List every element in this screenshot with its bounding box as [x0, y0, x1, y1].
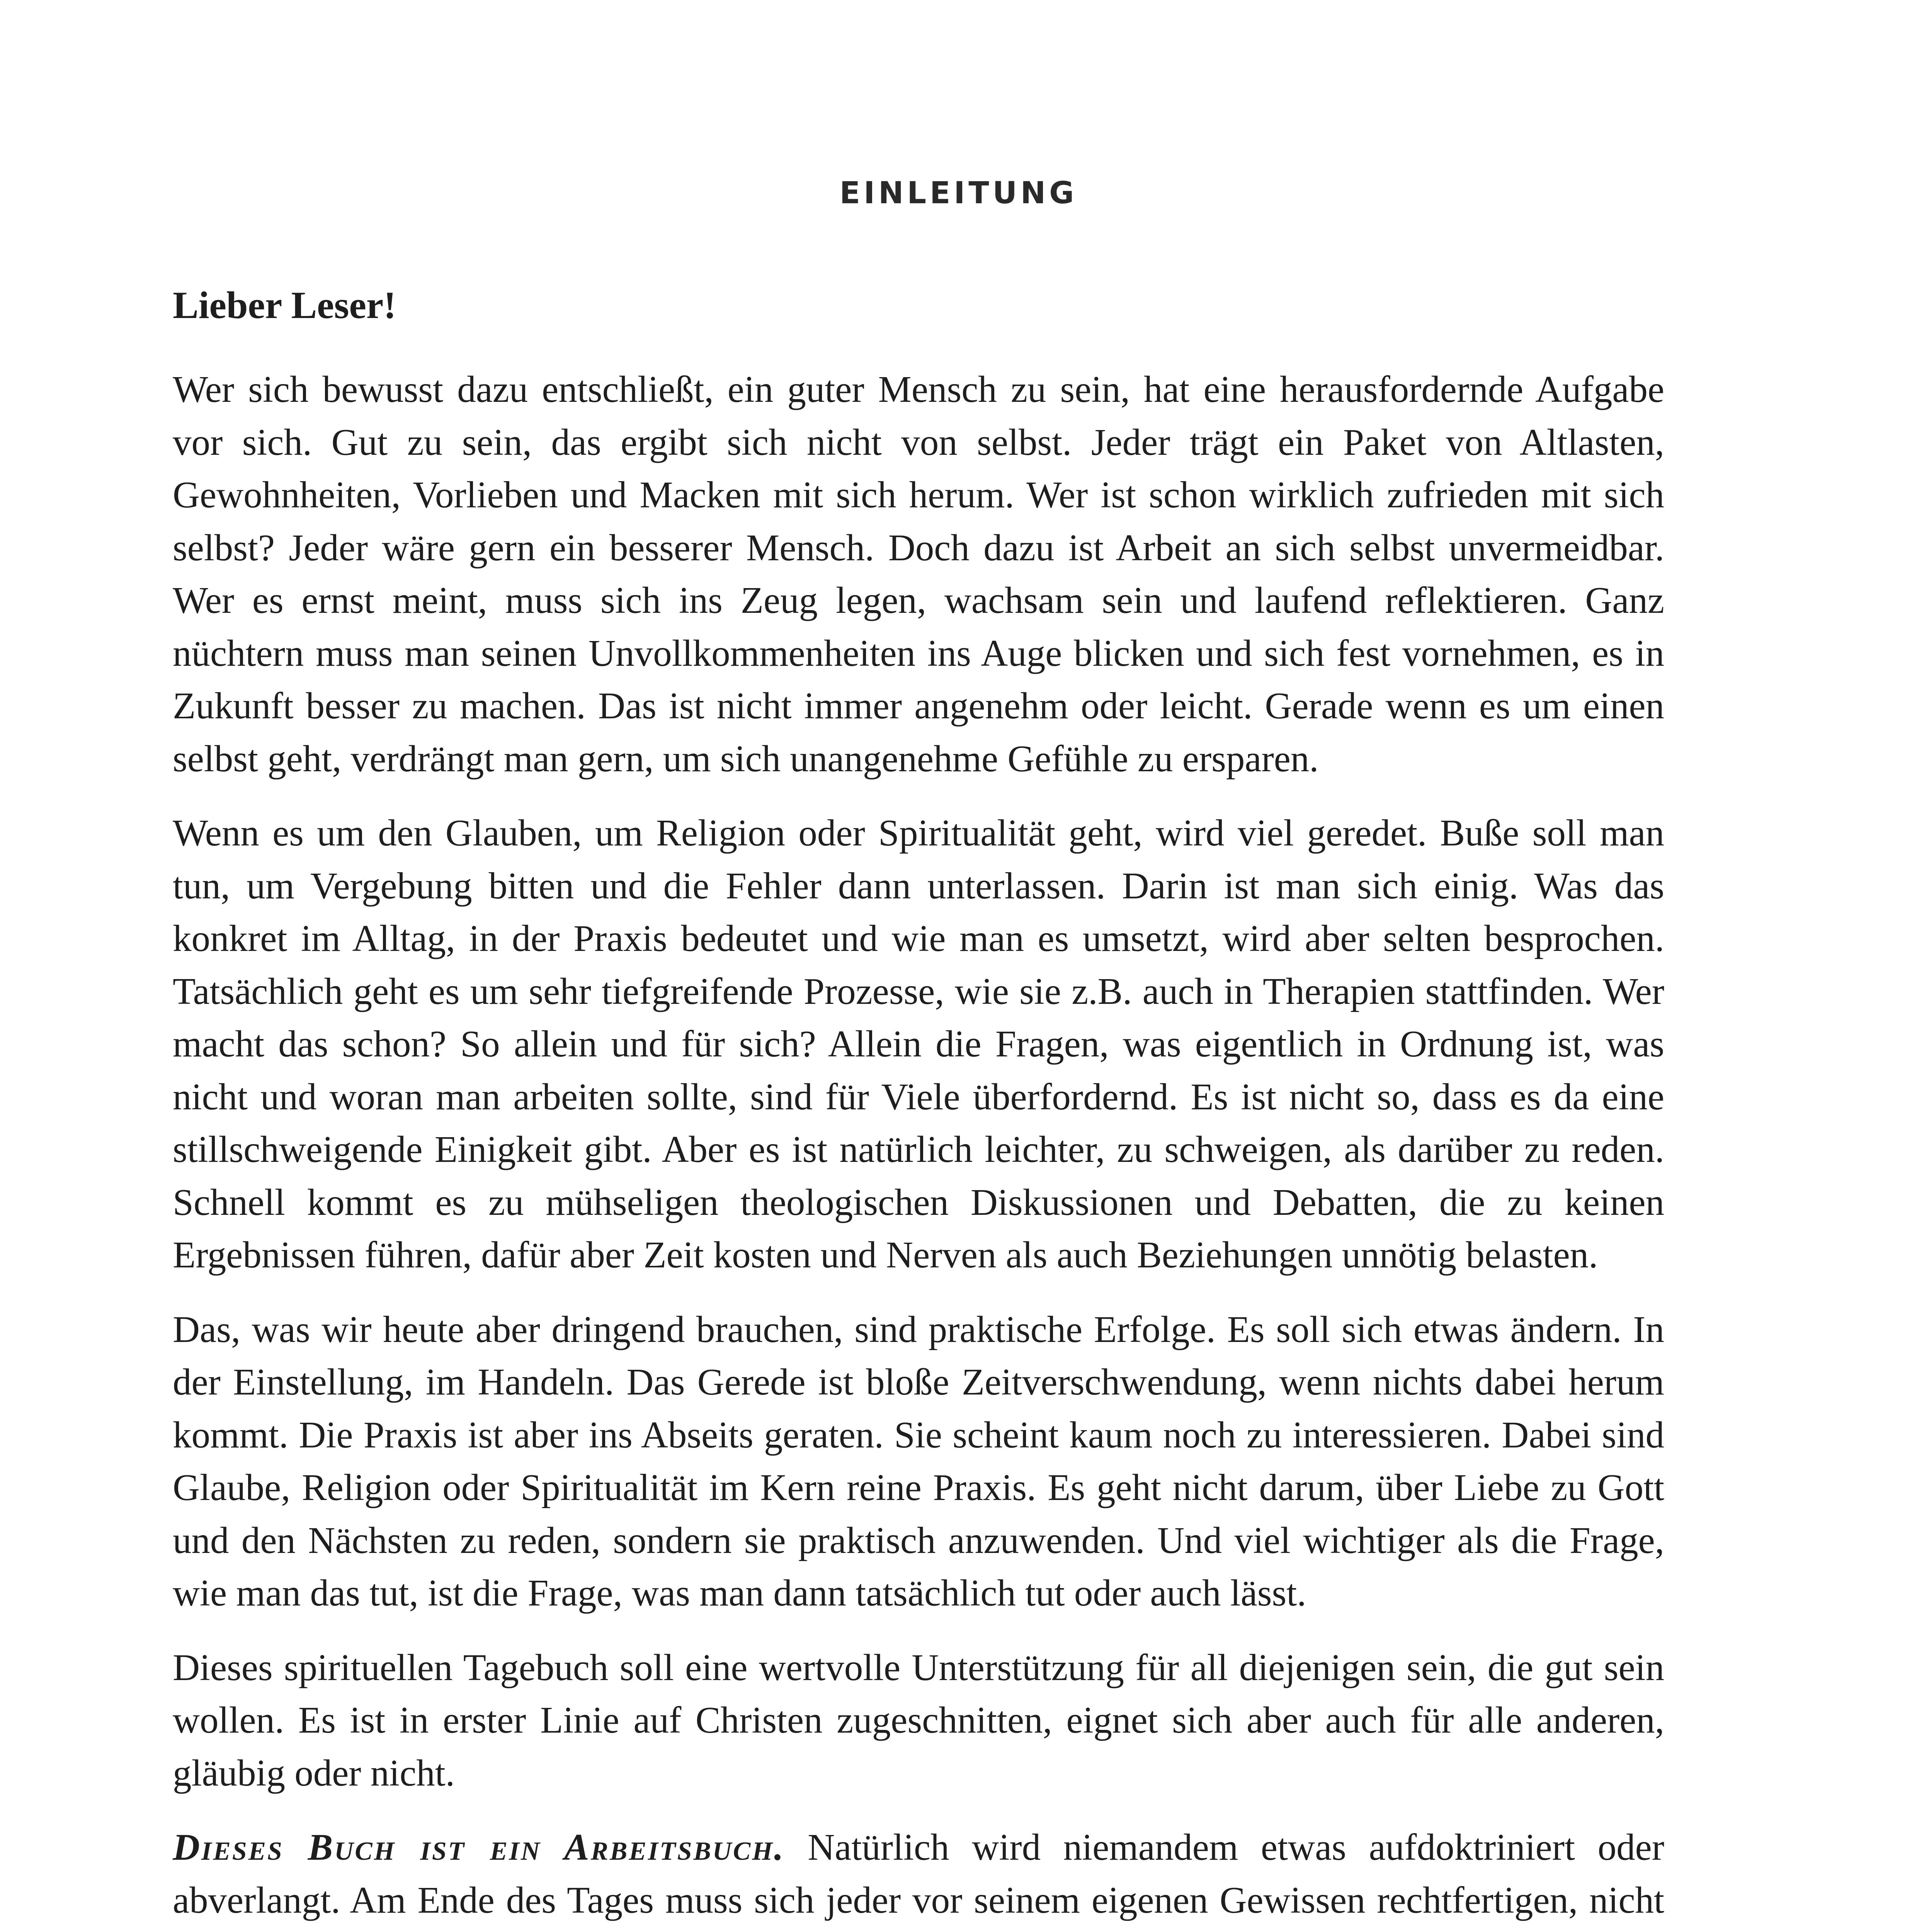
chapter-heading: EINLEITUNG [839, 176, 1078, 211]
paragraph-3: Das, was wir heute aber dringend brauchen, sind praktische Erfolge. Es soll sich etwas ändern. In der Einstellung, im Handeln. Das Gerede ist bloße Zeitverschwendung, wenn nichts dabei herum kommt. Die Praxis ist aber ins Abseits geraten. Sie scheint kaum noch zu interessieren. Dabei sind Glaube, Religion oder Spiritualität im Kern reine Praxis. Es geht nicht darum, über Liebe zu Gott und den Nächsten zu reden, sondern sie praktisch anzuwenden. Und viel wichtiger als die Frage, wie man das tut, ist die Frage, was man dann tatsächlich tut oder auch lässt. [173, 1308, 1664, 1614]
paragraph-5 [173, 1821, 1664, 1932]
greeting: Lieber Leser! [173, 284, 396, 327]
paragraph-4: Dieses spirituellen Tagebuch soll eine wertvolle Unterstützung für all diejenigen sein, die gut sein wollen. Es ist in erster Linie auf Christen zugeschnitten, eignet sich aber auch für alle anderen, gläubig oder nicht. [173, 1646, 1664, 1794]
emphasis-rest: Natürlich wird niemandem etwas aufdoktriniert oder abverlangt. Am Ende des Tages muss sich jeder vor seinem eigenen Gewissen rechtfertigen, nicht [173, 1827, 1665, 1921]
page-content [173, 278, 1664, 1932]
paragraph-1: Wer sich bewusst dazu entschließt, ein guter Mensch zu sein, hat eine herausfordernde Aufgabe vor sich. Gut zu sein, das ergibt sich nicht von selbst. Jeder trägt ein Paket von Altlasten, Gewohnheiten, Vorlieben und Macken mit sich herum. Wer ist schon wirklich zufrieden mit sich selbst? Jeder wäre gern ein besserer Mensch. Doch dazu ist Arbeit an sich selbst unvermeidbar. Wer es ernst meint, muss sich ins Zeug legen, wachsam sein und laufend reflektieren. Ganz nüchtern muss man seinen Unvollkommenheiten ins Auge blicken und sich fest vornehmen, es in Zukunft besser zu machen. Das ist nicht immer angenehm oder leicht. Gerade wenn es um einen selbst geht, verdrängt man gern, um sich unangenehme Gefühle zu ersparen. [173, 369, 1664, 779]
emphasis-lead: Dieses Buch ist ein Arbeitsbuch. [173, 1827, 785, 1868]
paragraph-2: Wenn es um den Glauben, um Religion oder Spiritualität geht, wird viel geredet. Buße soll man tun, um Vergebung bitten und die Fehler dann unterlassen. Darin ist man sich einig. Was das konkret im Alltag, in der Praxis bedeutet und wie man es umsetzt, wird aber selten besprochen. Tatsächlich geht es um sehr tiefgreifende Prozesse, wie sie z.B. auch in Therapien stattfinden. Wer macht das schon? So allein und für sich? Allein die Fragen, was eigentlich in Ordnung ist, was nicht und woran man arbeiten sollte, sind für Viele überfordernd. Es ist nicht so, dass es da eine stillschweigende Einigkeit gibt. Aber es ist natürlich leichter, zu schweigen, als darüber zu reden. Schnell kommt es zu mühseligen theologischen Diskussionen und Debatten, die zu keinen Ergebnissen führen, dafür aber Zeit kosten und Nerven als auch Beziehungen unnötig belasten. [173, 812, 1664, 1276]
